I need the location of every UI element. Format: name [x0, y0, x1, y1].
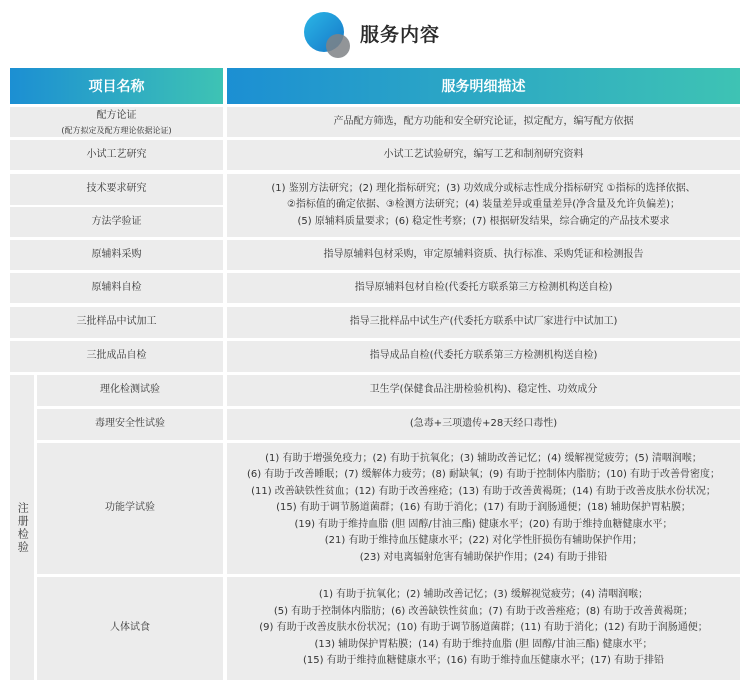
row-name-toxicology-test: 毒理安全性试验 — [37, 409, 223, 440]
row-name-pilot-batch: 三批样品中试加工 — [10, 307, 223, 338]
row-desc-formula-argument: 产品配方筛选，配方功能和安全研究论证，拟定配方，编写配方依据 — [227, 107, 740, 137]
desc-line: (5) 有助于控制体内脂肪；(6) 改善缺铁性贫血；(7) 有助于改善痤疮；(8) 有助于改善黄褐斑； — [273, 605, 694, 617]
desc-line: (1) 鉴别方法研究；(2) 理化指标研究；(3) 功效成分或标志性成分指标研究 ①指标的选择依据、 — [271, 182, 696, 194]
desc-line: (11) 改善缺铁性贫血；(12) 有助于改善痤疮；(13) 有助于改善黄褐斑；(14) 有助于改善皮肤水份状况； — [251, 485, 716, 497]
row-desc-finished-selfcheck: 指导成品自检(代委托方联系第三方检测机构送自检) — [227, 341, 740, 372]
desc-line: (1) 有助于抗氧化；(2) 辅助改善记忆；(3) 缓解视觉疲劳；(4) 清咽润喉； — [318, 589, 649, 601]
desc-line: (15) 有助于维持血糖健康水平；(16) 有助于维持血压健康水平；(17) 有助于排铅 — [302, 655, 665, 667]
row-name-material-selfcheck: 原辅料自检 — [10, 273, 223, 303]
row-name-technical-requirements: 技术要求研究 — [10, 174, 223, 205]
row-desc-toxicology-test: (急毒+三项遗传+28天经口毒性) — [227, 409, 740, 440]
desc-line: (5) 原辅料质量要求；(6) 稳定性考察；(7) 根据研发结果，综合确定的产品技术要求 — [297, 215, 670, 227]
row-name-functional-test: 功能学试验 — [37, 443, 223, 574]
desc-line: (21) 有助于维持血压健康水平；(22) 对化学性肝损伤有辅助保护作用； — [324, 535, 643, 547]
section-header — [0, 0, 750, 64]
group-label-registration-inspection — [10, 375, 34, 680]
column-header-service-detail: 服务明细描述 — [227, 68, 740, 104]
row-desc-human-trial — [227, 577, 740, 680]
page-title: 服务内容 — [360, 24, 441, 46]
row-name-human-trial: 人体试食 — [37, 577, 223, 680]
desc-line: (1) 有助于增强免疫力；(2) 有助于抗氧化；(3) 辅助改善记忆；(4) 缓解视觉疲劳；(5) 清咽润喉； — [265, 452, 702, 464]
row-name-formula-argument — [10, 107, 223, 137]
row-desc-technical-requirements — [227, 174, 740, 237]
row-name-sublabel: (配方拟定及配方理论依据论证) — [61, 125, 172, 135]
desc-line: ②指标值的确定依据、③检测方法研究；(4) 装量差异或重量差异(净含量及允许负偏差)； — [286, 199, 681, 211]
circle-logo-icon — [302, 10, 352, 60]
row-desc-physchem-test: 卫生学(保健食品注册检验机构)、稳定性、功效成分 — [227, 375, 740, 406]
column-header-item-name: 项目名称 — [10, 68, 223, 104]
desc-line: (23) 对电离辐射危害有辅助保护作用；(24) 有助于排铅 — [359, 551, 608, 563]
row-desc-material-purchase: 指导原辅料包材采购，审定原辅料资质、执行标准、采购凭证和检测报告 — [227, 240, 740, 270]
row-name-pilot-process: 小试工艺研究 — [10, 140, 223, 170]
row-name-material-purchase: 原辅料采购 — [10, 240, 223, 270]
desc-line: (19) 有助于维持血脂 (胆 固醇/甘油三酯) 健康水平；(20) 有助于维持血糖健康水平； — [294, 518, 673, 530]
row-name-label: 配方论证 — [96, 110, 137, 122]
desc-line: (6) 有助于改善睡眠；(7) 缓解体力疲劳；(8) 耐缺氧；(9) 有助于控制体内脂肪；(10) 有助于改善骨密度； — [246, 469, 721, 481]
desc-line: (15) 有助于调节肠道菌群；(16) 有助于消化；(17) 有助于润肠通便；(18) 辅助保护胃粘膜； — [276, 502, 691, 514]
row-name-physchem-test: 理化检测试验 — [37, 375, 223, 406]
desc-line: (13) 辅助保护胃粘膜；(14) 有助于维持血脂 (胆 固醇/甘油三酯) 健康水平； — [314, 638, 653, 650]
row-name-method-validation: 方法学验证 — [10, 207, 223, 237]
row-desc-functional-test — [227, 443, 740, 574]
row-desc-pilot-process: 小试工艺试验研究，编写工艺和制剂研究资料 — [227, 140, 740, 170]
row-name-finished-selfcheck: 三批成品自检 — [10, 341, 223, 372]
row-desc-material-selfcheck: 指导原辅料包材自检(代委托方联系第三方检测机构送自检) — [227, 273, 740, 303]
desc-line: (9) 有助于改善皮肤水份状况；(10) 有助于调节肠道菌群；(11) 有助于消化；(12) 有助于润肠通便； — [259, 622, 708, 634]
row-desc-pilot-batch: 指导三批样品中试生产(代委托方联系中试厂家进行中试加工) — [227, 307, 740, 338]
group-label-text: 注册检验 — [16, 501, 30, 554]
